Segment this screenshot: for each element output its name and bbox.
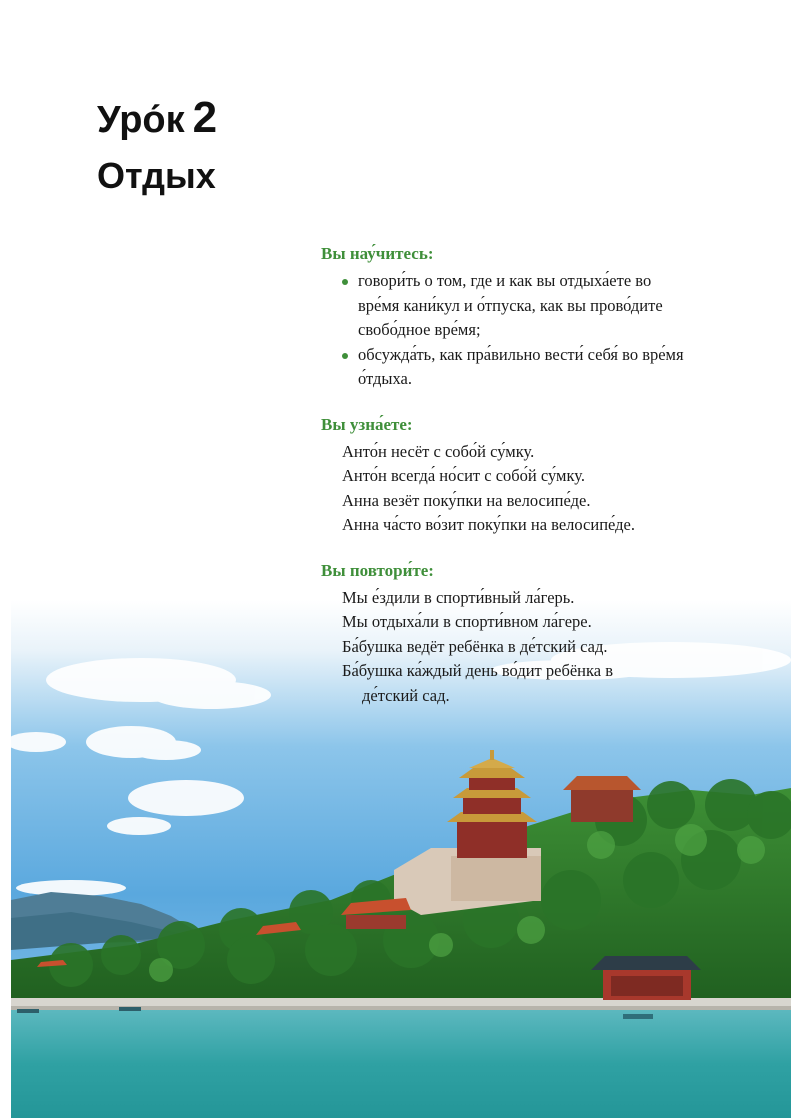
review-line: Ба́бушка ка́ждый день во́дит ребёнка в [342, 661, 614, 680]
discover-list [321, 440, 711, 538]
lesson-objectives [321, 243, 711, 708]
review-line-continuation: де́тский сад. [362, 685, 450, 705]
review-line: Ба́бушка ведёт ребёнка в де́тский сад. [342, 636, 608, 656]
discover-line: Анто́н несёт с собо́й су́мку. [342, 441, 535, 461]
lesson-label: Уро́к [97, 99, 185, 141]
learn-list [321, 269, 711, 392]
review-line: Мы е́здили в спорти́вный ла́герь. [342, 587, 575, 607]
review-list [321, 586, 711, 709]
discover-line: Анна везёт поку́пки на велосипе́де. [342, 490, 591, 510]
bullet-dot-icon [342, 279, 348, 285]
review-heading: Вы повтори́те: [321, 560, 434, 580]
learn-item [321, 269, 711, 343]
learn-item-line: вре́мя кани́кул и о́тпуска, как вы прово́дите [358, 295, 663, 315]
bullet-dot-icon [342, 353, 348, 359]
learn-item-line: свобо́дное вре́мя; [358, 320, 481, 339]
discover-heading: Вы узна́ете: [321, 414, 413, 434]
learn-item [321, 343, 711, 392]
lesson-topic: Отдых [97, 155, 216, 196]
discover-line: Анто́н всегда́ но́сит с собо́й су́мку. [342, 466, 585, 485]
learn-item-line: говори́ть о том, где и как вы отдыха́ете во [358, 271, 652, 290]
lesson-number: 2 [192, 93, 218, 142]
learn-item-line: обсужда́ть, как пра́вильно вести́ себя́ во вре́мя [358, 344, 684, 364]
discover-line: Анна ча́сто во́зит поку́пки на велосипе́де. [342, 515, 635, 534]
review-line: Мы отдыха́ли в спорти́вном ла́гере. [342, 612, 592, 631]
learn-item-line: о́тдыха. [358, 369, 412, 388]
lesson-title [97, 93, 218, 142]
learn-heading: Вы нау́читесь: [321, 244, 434, 263]
